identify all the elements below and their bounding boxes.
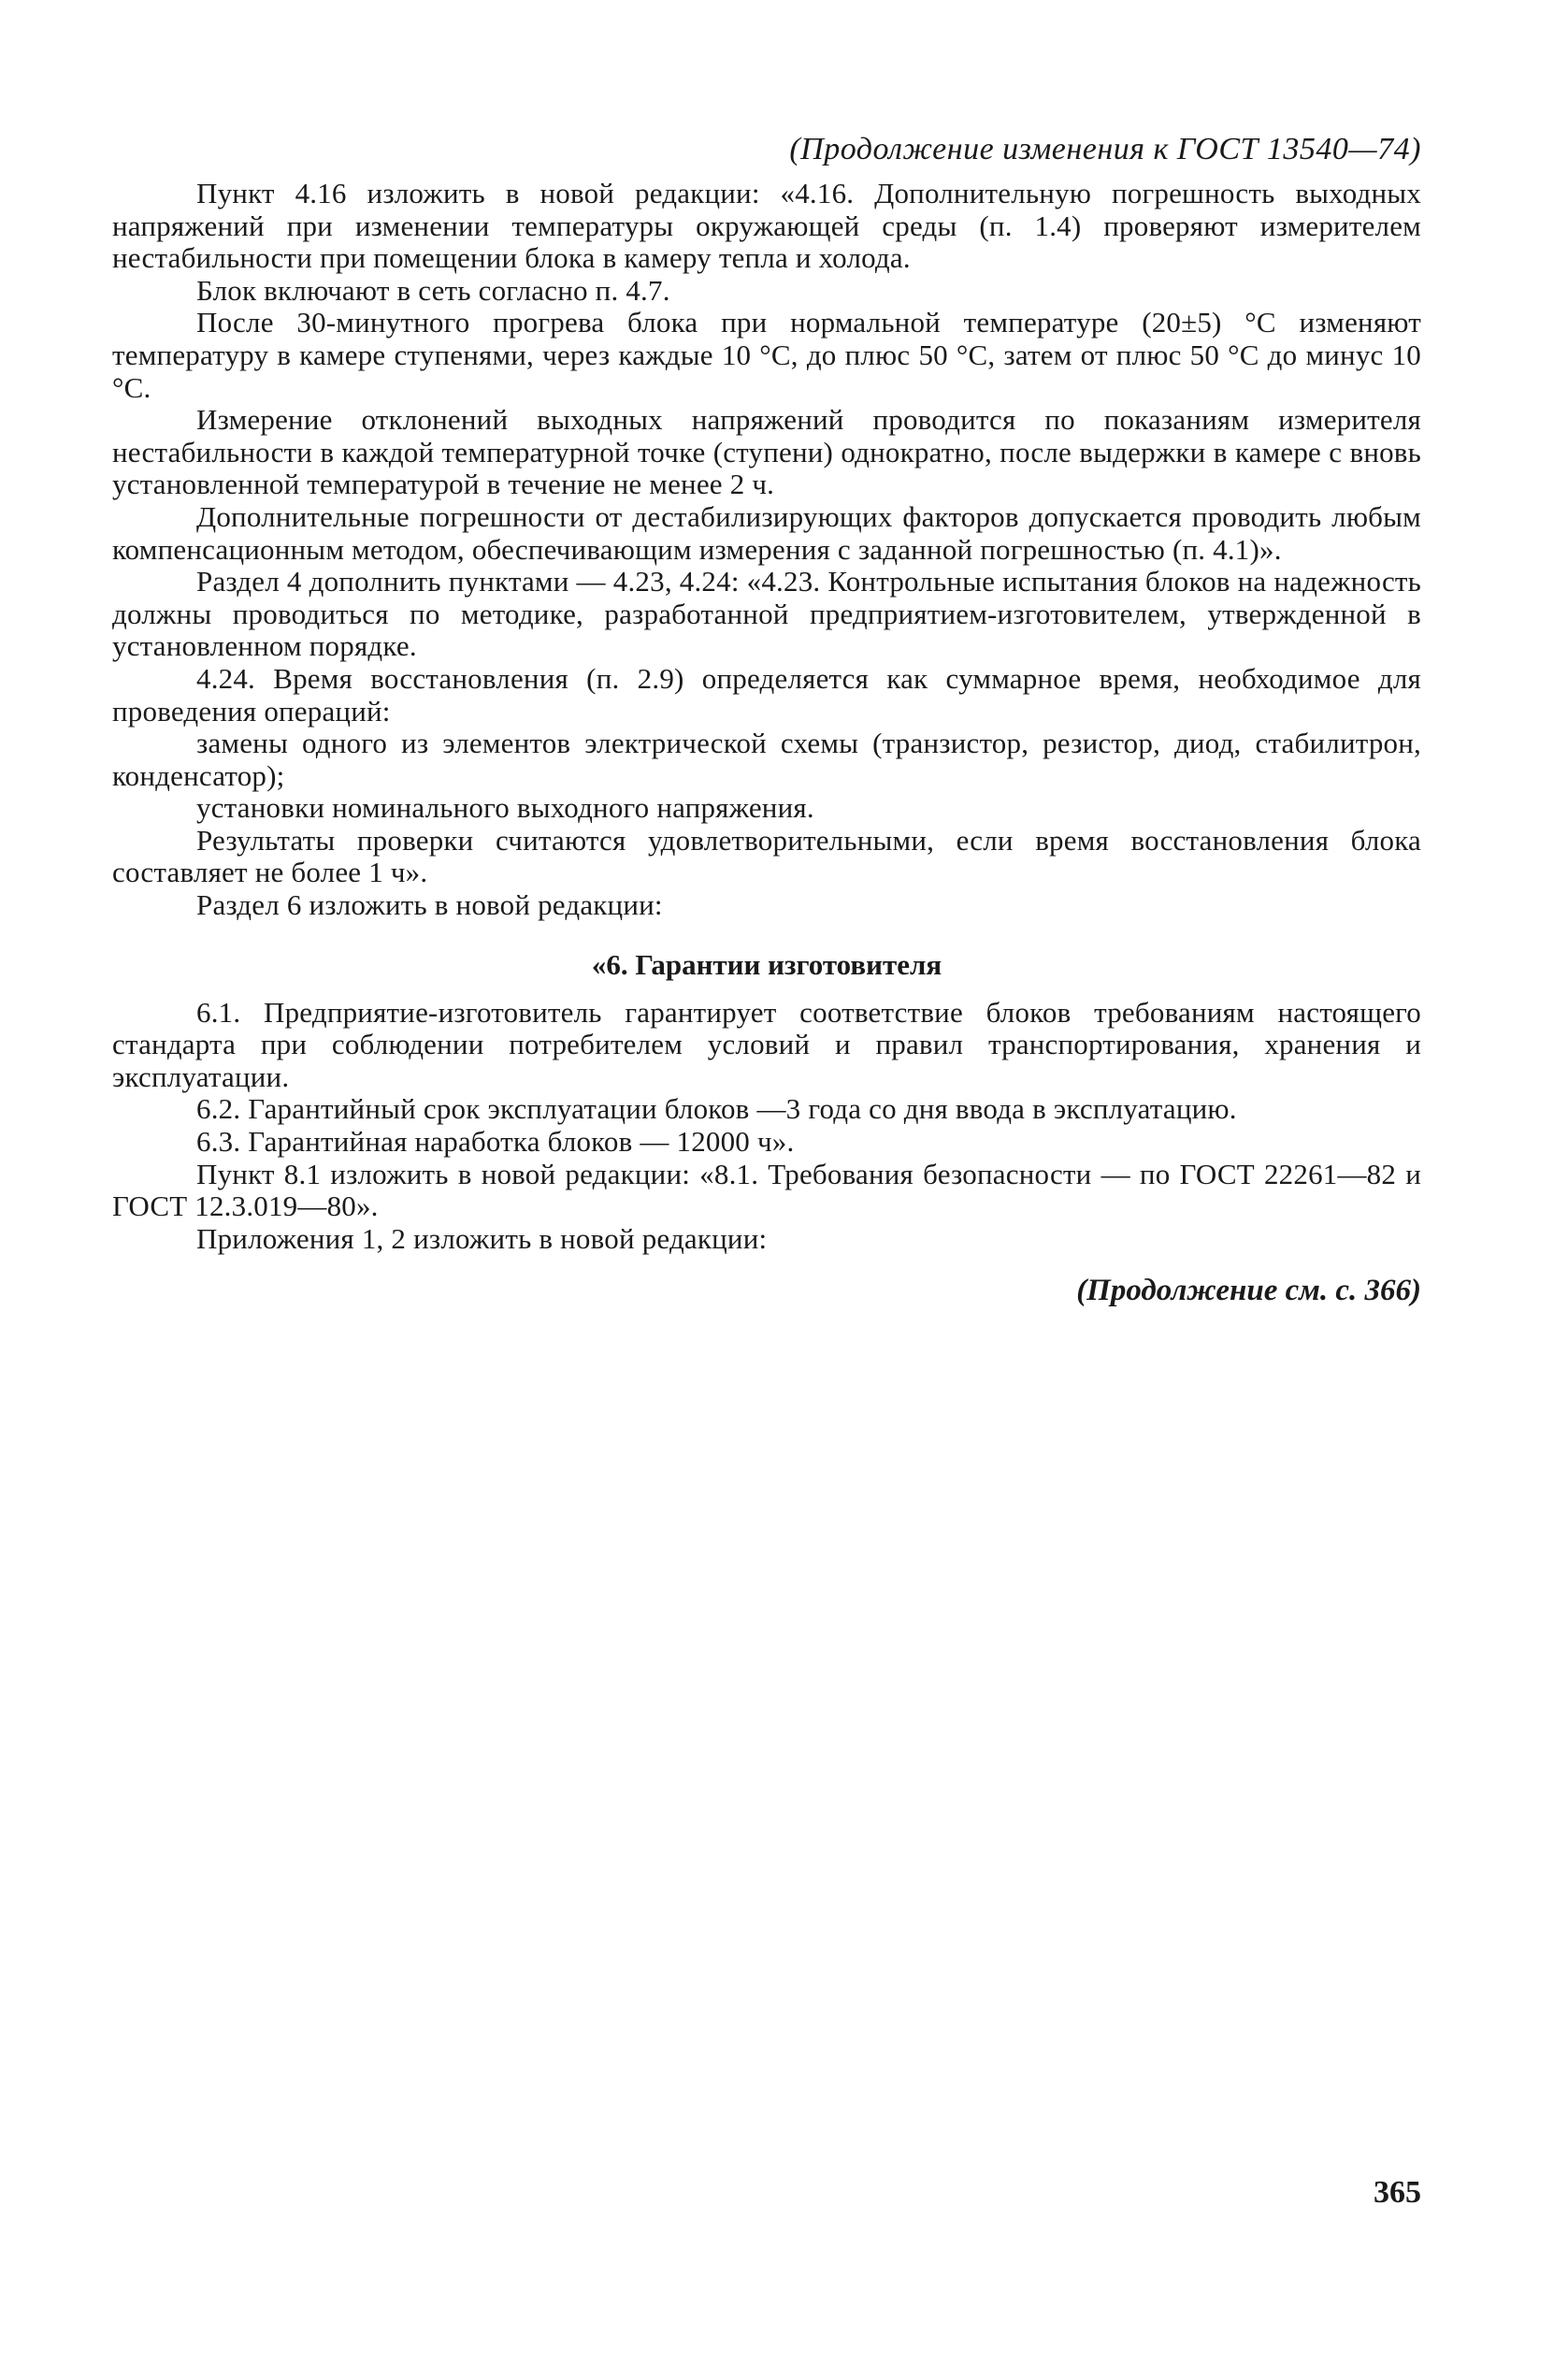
paragraph-appendices: Приложения 1, 2 изложить в новой редакции:: [196, 1221, 768, 1255]
paragraph-6-1: 6.1. Предприятие-изготовитель гарантирует соответствие блоков требованиям настоящего стандарта при соблюдении потребителем условий и правил транспортирования, хранения и эксплуатации.: [112, 995, 1421, 1093]
paragraph-results: Результаты проверки считаются удовлетворительными, если время восстановления блока составляет не более 1 ч».: [112, 823, 1421, 889]
paragraph-8-1: Пункт 8.1 изложить в новой редакции: «8.1. Требования безопасности — по ГОСТ 22261—82 и ГОСТ 12.3.019—80».: [112, 1157, 1421, 1223]
paragraph-measurement: Измерение отклонений выходных напряжений проводится по показаниям измерителя нестабильности в каждой температурной точке (ступени) однократно, после выдержки в камере с вновь установленной температурой в течение не менее 2 ч.: [112, 403, 1421, 501]
continuation-header: (Продолжение изменения к ГОСТ 13540—74): [789, 132, 1421, 166]
document-page: [112, 131, 1421, 1309]
paragraph-section-4-addition: Раздел 4 дополнить пунктами — 4.23, 4.24: «4.23. Контрольные испытания блоков на надежность должны проводиться по методике, разработанной предприятием-изготовителем, утвержденной в установленном порядке.: [112, 565, 1421, 663]
paragraph-section-6-intro: Раздел 6 изложить в новой редакции:: [196, 888, 663, 922]
paragraph-6-2: 6.2. Гарантийный срок эксплуатации блоков —3 года со дня ввода в эксплуатацию.: [196, 1092, 1237, 1126]
paragraph-6-3: 6.3. Гарантийная наработка блоков — 12000 ч».: [196, 1125, 795, 1159]
paragraph-power-on: Блок включают в сеть согласно п. 4.7.: [196, 273, 670, 307]
paragraph-4-16: Пункт 4.16 изложить в новой редакции: «4.16. Дополнительную погрешность выходных напряжений при изменении температуры окружающей среды (п. 1.4) проверяют измерителем нестабильности при помещении блока в камеру тепла и холода.: [112, 177, 1421, 275]
paragraph-warmup: После 30-минутного прогрева блока при нормальной температуре (20±5) °С изменяют температуру в камере ступенями, через каждые 10 °С, до плюс 50 °С, затем от плюс 50 °С до минус 10 °С.: [112, 306, 1421, 404]
page-number: 365: [1374, 2175, 1421, 2210]
paragraph-element-replacement: замены одного из элементов электрической схемы (транзистор, резистор, диод, стабилитрон, конденсатор);: [112, 727, 1421, 792]
section-heading-warranty: «6. Гарантии изготовителя: [591, 947, 942, 981]
paragraph-voltage-setting: установки номинального выходного напряжения.: [196, 791, 814, 825]
paragraph-additional-errors: Дополнительные погрешности от дестабилизирующих факторов допускается проводить любым компенсационным методом, обеспечивающим измерения с заданной погрешностью (п. 4.1)».: [112, 499, 1421, 566]
continued-on-reference: (Продолжение см. с. 366): [1076, 1274, 1421, 1308]
paragraph-4-24: 4.24. Время восстановления (п. 2.9) определяется как суммарное время, необходимое для проведения операций:: [112, 661, 1421, 728]
